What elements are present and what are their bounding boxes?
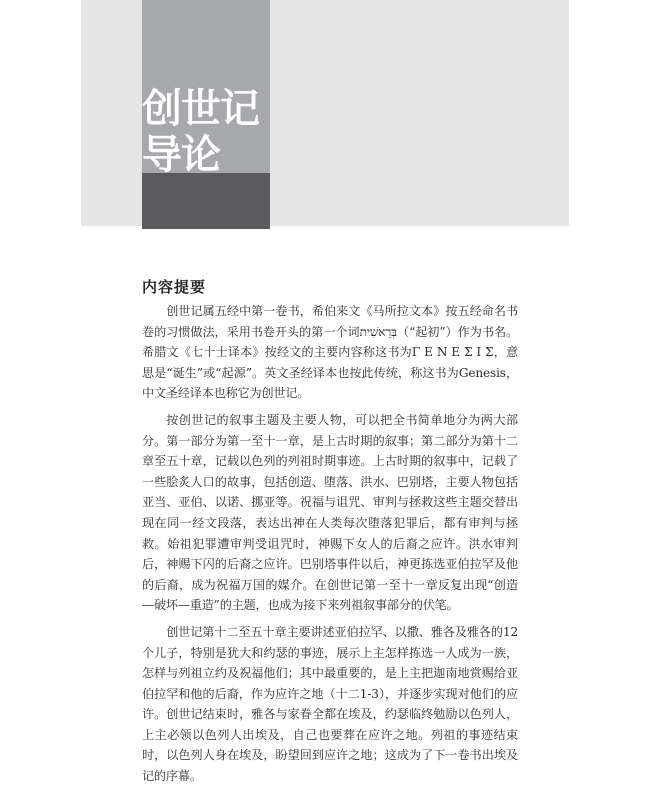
paragraph: 创世记属五经中第一卷书，希伯来文《马所拉文本》按五经命名书卷的习惯做法，采用书卷开头的第一个词בְּרֵאשִׁית（“起初”）作为书名。希腊文《七十士译本》按经文的主要内容称这书为Γ Ε Ν Ε Σ Ι Σ，意思是“诞生”或“起源”。英文圣经译本也按此传统，称这书为Genesis，中文圣经译本也称它为创世记。: [142, 304, 518, 401]
chapter-title-line-1: 创世记: [142, 86, 259, 132]
section-heading: 内容提要: [142, 278, 207, 296]
paragraph: 创世记第十二至五十章主要讲述亚伯拉罕、以撒、雅各及雅各的12个儿子，特别是犹大和约瑟的事迹，展示上主怎样拣选一人成为一族，怎样与列祖立约及祝福他们；其中最重要的，是上主把迦南地赏赐给亚伯拉罕和他的后裔，作为应许之地（十二1-3），并逐步实现对他们的应许。创世记结束时，雅各与家眷全都在埃及，约瑟临终勉励以色列人，上主必领以色列人出埃及，自己也要葬在应许之地。列祖的事迹结束时，以色列人身在埃及，盼望回到应许之地；这成为了下一卷书出埃及记的序幕。: [142, 624, 518, 784]
chapter-title: [142, 86, 270, 178]
chapter-title-line-2: 导论: [142, 132, 220, 178]
paragraph: 按创世记的叙事主题及主要人物，可以把全书简单地分为两大部分。第一部分为第一至十一章，是上古时期的叙事；第二部分为第十二章至五十章，记载以色列的列祖时期事迹。上古时期的叙事中，记载了一些脍炙人口的故事，包括创造、堕落、洪水、巴别塔，主要人物包括亚当、亚伯、以诺、挪亚等。祝福与诅咒、审判与拯救这些主题交替出现在同一经文段落，表达出神在人类每次堕落犯罪后，都有审判与拯救。始祖犯罪遭审判受诅咒时，神赐下女人的后裔之应许。洪水审判后，神赐下闪的后裔之应许。巴别塔事件以后，神更拣选亚伯拉罕及他的后裔，成为祝福万国的媒介。在创世记第一至十一章反复出现“创造—破坏—重造”的主题，也成为接下来列祖叙事部分的伏笔。: [142, 412, 518, 613]
section-content: [142, 276, 518, 793]
title-column-footer-block: [142, 173, 270, 229]
